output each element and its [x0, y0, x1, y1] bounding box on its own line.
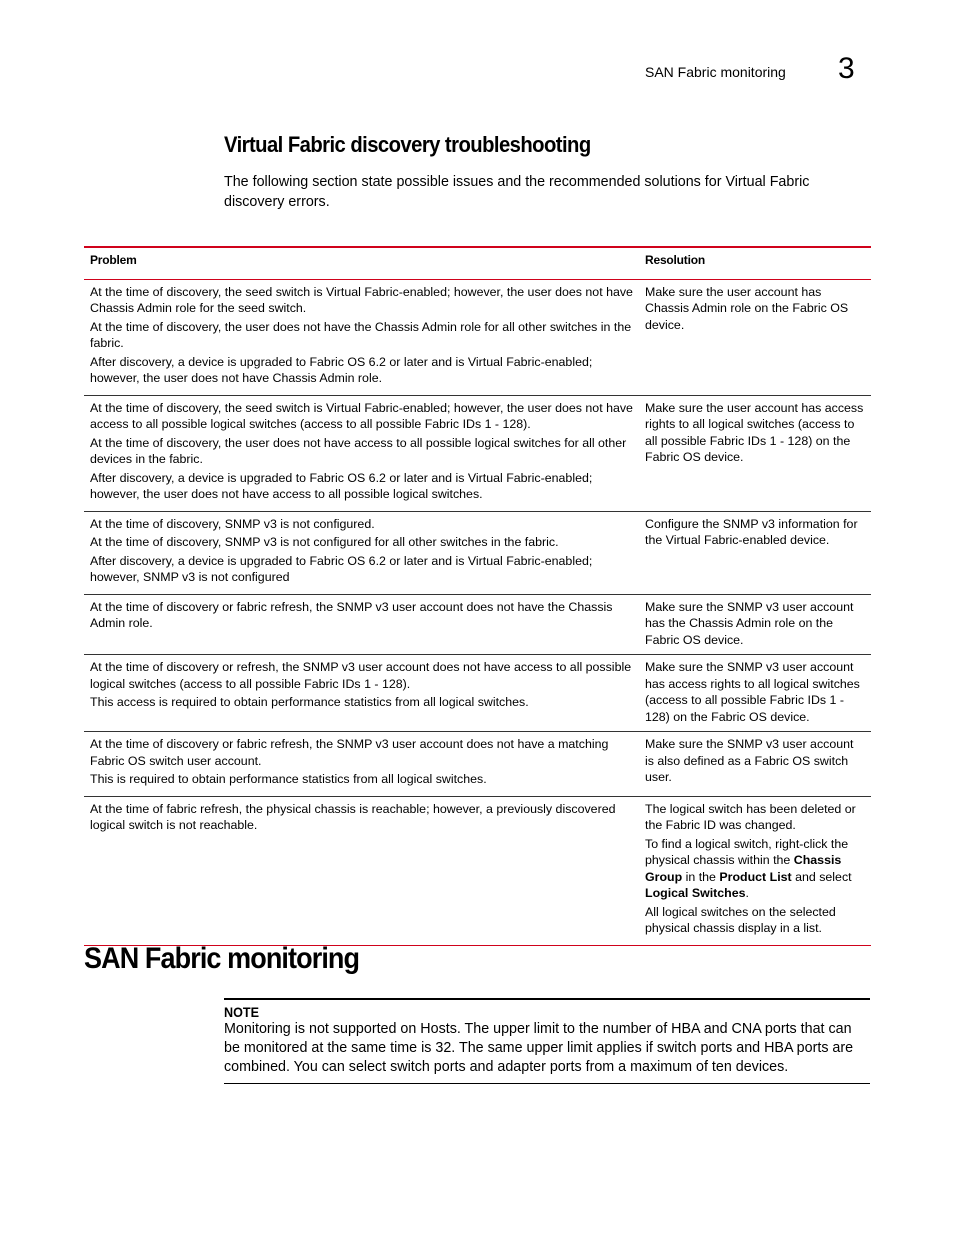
ui-term-chassis-group: Chassis Group [645, 853, 842, 884]
ui-term-logical-switches: Logical Switches [645, 886, 746, 900]
resolution-cell: Configure the SNMP v3 information for the Virtual Fabric-enabled device. [639, 511, 871, 594]
problem-text: After discovery, a device is upgraded to Fabric OS 6.2 or later and is Virtual Fabric-enabled; however, the user does not have access to all possible logical switches. [90, 470, 593, 501]
column-header-problem: Problem [84, 247, 639, 279]
problem-cell [84, 279, 639, 395]
problem-text: At the time of discovery, the user does not have the Chassis Admin role for all other switches in the fabric. [90, 319, 632, 350]
section-intro: The following section state possible issues and the recommended solutions for Virtual Fabric discovery errors. [224, 174, 810, 210]
resolution-text: All logical switches on the selected physical chassis display in a list. [645, 904, 836, 935]
section-heading-vf: Virtual Fabric discovery troubleshooting [224, 132, 591, 157]
table-row [84, 655, 871, 732]
table-row [84, 732, 871, 797]
problem-cell [84, 732, 639, 797]
problem-text: At the time of discovery, the seed switch is Virtual Fabric-enabled; however, the user does not have access to all possible logical switches (access to all possible Fabric IDs 1 - 128). [90, 400, 633, 431]
troubleshooting-table [84, 246, 871, 946]
problem-text: At the time of discovery or refresh, the SNMP v3 user account does not have access to all possible logical switches (access to all possible Fabric IDs 1 - 128). [90, 660, 632, 691]
resolution-cell: Make sure the SNMP v3 user account is also defined as a Fabric OS switch user. [639, 732, 871, 797]
note-box [224, 998, 870, 1084]
problem-cell [84, 796, 639, 945]
problem-text: After discovery, a device is upgraded to Fabric OS 6.2 or later and is Virtual Fabric-enabled; however, SNMP v3 is not configured [90, 553, 593, 584]
problem-cell [84, 395, 639, 511]
resolution-cell: Make sure the user account has Chassis Admin role on the Fabric OS device. [639, 279, 871, 395]
problem-text: At the time of discovery or fabric refresh, the SNMP v3 user account does not have the Chassis Admin role. [90, 599, 613, 630]
note-text: Monitoring is not supported on Hosts. The upper limit to the number of HBA and CNA ports that can be monitored at the same time is 32. The same upper limit applies if switch ports and HBA ports are combined. You can select switch ports and adapter ports from a maximum of ten devices. [224, 1021, 854, 1075]
resolution-cell: Make sure the SNMP v3 user account has the Chassis Admin role on the Fabric OS device. [639, 594, 871, 655]
column-header-resolution: Resolution [639, 247, 871, 279]
resolution-text: The logical switch has been deleted or the Fabric ID was changed. [645, 801, 856, 832]
problem-text: At the time of discovery, the user does not have access to all possible logical switches for all other devices in the fabric. [90, 435, 627, 466]
section-heading-san: SAN Fabric monitoring [84, 942, 360, 975]
resolution-cell: Make sure the user account has access rights to all logical switches (access to all possible Fabric IDs 1 - 128) on the Fabric OS device. [639, 395, 871, 511]
resolution-cell: Make sure the SNMP v3 user account has access rights to all logical switches (access to all possible Fabric IDs 1 - 128) on the Fabric OS device. [639, 655, 871, 732]
problem-text: At the time of discovery, SNMP v3 is not configured. [90, 516, 375, 531]
table-row [84, 511, 871, 594]
problem-text: At the time of fabric refresh, the physical chassis is reachable; however, a previously discovered logical switch is not reachable. [90, 801, 616, 832]
table-row [84, 594, 871, 655]
table-header-row [84, 247, 871, 279]
resolution-cell [639, 796, 871, 945]
table-row [84, 279, 871, 395]
chapter-number: 3 [838, 52, 855, 85]
note-label: NOTE [224, 1004, 260, 1020]
running-header: SAN Fabric monitoring [645, 64, 786, 80]
resolution-text: To find a logical switch, right-click the physical chassis within the Chassis Group in the Product List and select Logical Switches. [645, 836, 852, 900]
problem-cell [84, 511, 639, 594]
problem-text: At the time of discovery or fabric refresh, the SNMP v3 user account does not have a matching Fabric OS switch user account. [90, 737, 609, 768]
problem-text: After discovery, a device is upgraded to Fabric OS 6.2 or later and is Virtual Fabric-enabled; however, the user does not have Chassis Admin role. [90, 354, 593, 385]
ui-term-product-list: Product List [719, 869, 792, 884]
problem-text: At the time of discovery, SNMP v3 is not configured for all other switches in the fabric. [90, 535, 559, 549]
table-row [84, 395, 871, 511]
problem-text: This access is required to obtain performance statistics from all logical switches. [90, 695, 529, 709]
problem-text: At the time of discovery, the seed switch is Virtual Fabric-enabled; however, the user does not have Chassis Admin role for the seed switch. [90, 284, 633, 315]
problem-cell [84, 594, 639, 655]
table-row [84, 796, 871, 945]
problem-cell [84, 655, 639, 732]
problem-text: This is required to obtain performance statistics from all logical switches. [90, 772, 487, 786]
